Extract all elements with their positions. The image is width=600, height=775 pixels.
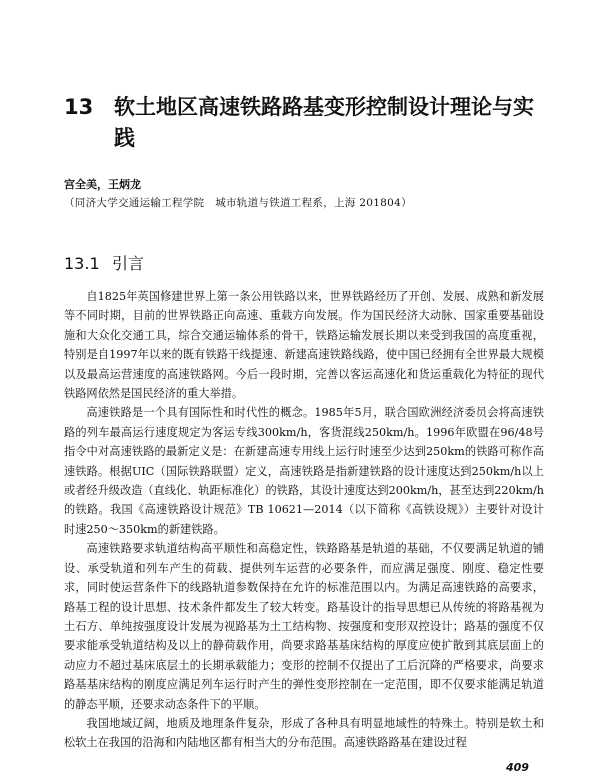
chapter-number: 13 [64,95,94,119]
section-number: 13.1 [64,254,100,273]
affiliation: （同济大学交通运输工程学院 城市轨道与铁道工程系，上海 201804） [64,197,412,209]
paragraph: 高速铁路要求轨道结构高平顺性和高稳定性，铁路路基是轨道的基础，不仅要满足轨道的铺设、承受轨道和列车产生的荷载、提供列车运营的必要条件，而应满足强度、刚度、稳定性要求，同时使运营条件下的线路轨道参数保持在允许的标准范围以内。为满足高速铁路的高要求，路基工程的设计思想、技术条件都发生了较大转变。路基设计的指导思想已从传统的将路基视为土石方、单纯按强度设计发展为视路基为土工结构物、按强度和变形双控设计；路基的强度不仅要求能承受轨道结构及以上的静荷载作用，尚要求路基基床结构的厚度应使扩散到其底层面上的动应力不超过基床底层土的长期承载能力；变形的控制不仅提出了工后沉降的严格要求，尚要求路基基床结构的刚度应满足列车运行时产生的弹性变形控制在一定范围，即不仅要求能满足轨道的静态平顺，还要求动态条件下的平顺。 [64,542,544,711]
section-title: 引言 [112,254,145,273]
paragraph: 高速铁路是一个具有国际性和时代性的概念。1985年5月，联合国欧洲经济委员会将高速铁路的列车最高运行速度规定为客运专线300km/h，客货混线250km/h。1996年欧盟在96/48号指令中对高速铁路的最新定义是：在新建高速专用线上运行时速至少达到250km的铁路可称作高速铁路。根据UIC（国际铁路联盟）定义，高速铁路是指新建铁路的设计速度达到250km/h以上或者经升级改造（直线化、轨距标准化）的铁路，其设计速度达到200km/h，甚至达到220km/h的铁路。我国《高速铁路设计规范》TB 10621—2014（以下简称《高铁设规》）主要针对设计时速250～350km的新建铁路。 [64,406,544,536]
section-heading [64,254,144,274]
paragraph: 自1825年英国修建世界上第一条公用铁路以来，世界铁路经历了开创、发展、成熟和新发展等不同时期，目前的世界铁路正向高速、重载方向发展。作为国民经济大动脉、国家重要基础设施和大众化交通工具，综合交通运输体系的骨干，铁路运输发展长期以来受到我国的高度重视，特别是自1997年以来的既有铁路干线提速、新建高速铁路线路，使中国已经拥有全世界最大规模以及最高运营速度的高速铁路网。今后一段时期，完善以客运高速化和货运重载化为特征的现代铁路网依然是国民经济的重大举措。 [64,290,544,401]
paragraph: 我国地域辽阔，地质及地理条件复杂，形成了各种具有明显地域性的特殊土。特别是软土和松软土在我国的沿海和内陆地区都有相当大的分布范围。高速铁路路基在建设过程 [64,716,544,750]
authors: 宫全美，王炳龙 [64,178,141,191]
page-number: 409 [506,761,529,774]
chapter-title [64,92,544,154]
body-text [64,287,544,753]
chapter-title-text: 软土地区高速铁路路基变形控制设计理论与实践 [114,95,534,150]
